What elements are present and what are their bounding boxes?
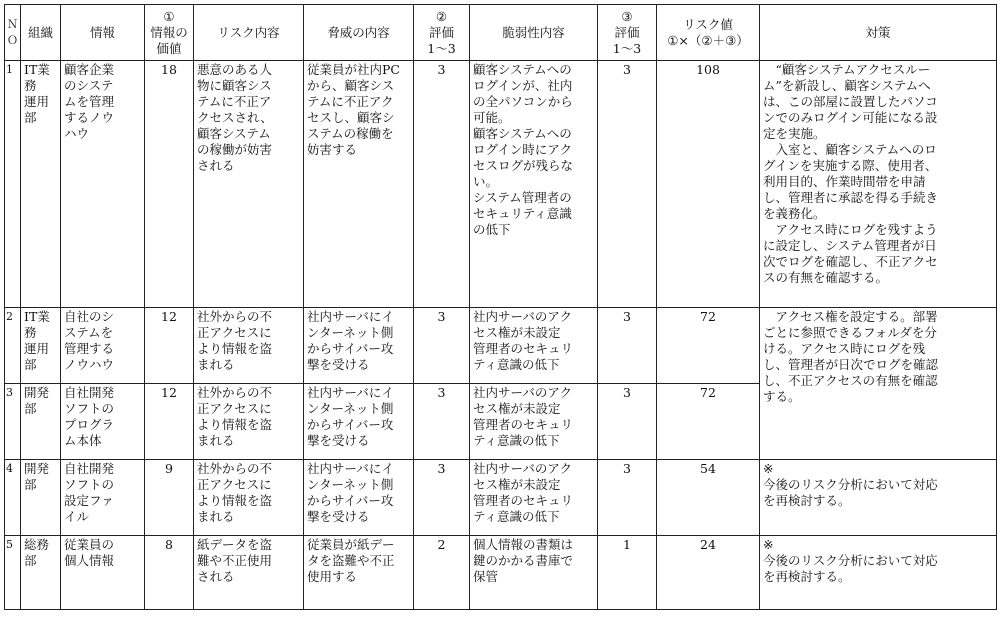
table-row: [5, 536, 997, 610]
row-info: 自社開発 ソフトの 設定ファ イル: [61, 460, 145, 536]
table-row: [5, 308, 997, 384]
row-org: 総務 部: [21, 536, 61, 610]
row-eval2: 2: [414, 536, 470, 610]
row-eval2: 3: [414, 384, 470, 460]
header-measure: 対策: [760, 5, 997, 61]
row-eval3: 3: [598, 384, 657, 460]
row-riskval: 108: [657, 61, 760, 308]
header-eval2: ② 評価 1～3: [414, 5, 470, 61]
row-threat: 従業員が社内PC から、顧客シス テムに不正アク セスし、顧客シ ステムの稼働を 妨害する: [304, 61, 414, 308]
row-vuln: 顧客システムへの ログインが、社内 の全パソコンから 可能。 顧客システムへの ログイン時にアク セスログが残らな い。 システム管理者の セキュリティ意識 の低下: [470, 61, 598, 308]
row-risk: 悪意のある人 物に顧客シス テムに不正ア クセスされ、 顧客システム の稼働が妨害 される: [194, 61, 304, 308]
row-threat: 社内サーバにイ ンターネット側 からサイバー攻 撃を受ける: [304, 384, 414, 460]
header-riskval: リスク値 ①×（②＋③）: [657, 5, 760, 61]
row-risk: 社外からの不 正アクセスに より情報を盗 まれる: [194, 460, 304, 536]
row-no: 5: [5, 536, 21, 610]
row-org: 開発 部: [21, 384, 61, 460]
row-vuln: 社内サーバのアク セス権が未設定 管理者のセキュリ ティ意識の低下: [470, 384, 598, 460]
row-risk: 社外からの不 正アクセスに より情報を盗 まれる: [194, 384, 304, 460]
row-eval3: 1: [598, 536, 657, 610]
row-threat: 社内サーバにイ ンターネット側 からサイバー攻 撃を受ける: [304, 308, 414, 384]
header-eval3: ③ 評価 1～3: [598, 5, 657, 61]
row-info: 顧客企業 のシステ ムを管理 するノウ ハウ: [61, 61, 145, 308]
row-value: 12: [145, 384, 194, 460]
row-eval2: 3: [414, 460, 470, 536]
row-eval2: 3: [414, 61, 470, 308]
row-riskval: 72: [657, 384, 760, 460]
row-riskval: 24: [657, 536, 760, 610]
row-no: 4: [5, 460, 21, 536]
header-vuln: 脆弱性内容: [470, 5, 598, 61]
header-org: 組織: [21, 5, 61, 61]
header-risk: リスク内容: [194, 5, 304, 61]
row-vuln: 個人情報の書類は 鍵のかかる書庫で 保管: [470, 536, 598, 610]
row-riskval: 72: [657, 308, 760, 384]
row-value: 12: [145, 308, 194, 384]
row-info: 自社のシ ステムを 管理する ノウハウ: [61, 308, 145, 384]
row-risk: 社外からの不 正アクセスに より情報を盗 まれる: [194, 308, 304, 384]
row-no: 1: [5, 61, 21, 308]
table-row: [5, 460, 997, 536]
row-value: 8: [145, 536, 194, 610]
header-threat: 脅威の内容: [304, 5, 414, 61]
table-header-row: [5, 5, 997, 61]
row-vuln: 社内サーバのアク セス権が未設定 管理者のセキュリ ティ意識の低下: [470, 460, 598, 536]
header-value: ① 情報の 価値: [145, 5, 194, 61]
row-no: 2: [5, 308, 21, 384]
row-org: IT業 務 運用 部: [21, 308, 61, 384]
row-eval3: 3: [598, 460, 657, 536]
risk-analysis-table: [4, 4, 997, 610]
row-measure: “顧客システムアクセスルー ム”を新設し、顧客システムへ は、この部屋に設置したパソコ ンでのみログイン可能になる設 定を実施。 入室と、顧客システムへのロ グインを実施する際、使用者、 利用目的、作業時間帯を申請 し、管理者に承認を得る手続き を義務化。 アクセス時にログを残すよう に設定し、システム管理者が日 次でログを確認し、不正アクセ スの有無を確認する。: [760, 61, 997, 308]
row-threat: 従業員が紙デー タを盗難や不正 使用する: [304, 536, 414, 610]
row-org: 開発 部: [21, 460, 61, 536]
row-eval2: 3: [414, 308, 470, 384]
row-info: 従業員の 個人情報: [61, 536, 145, 610]
header-info: 情報: [61, 5, 145, 61]
row-no: 3: [5, 384, 21, 460]
row-measure: アクセス権を設定する。部署 ごとに参照できるフォルダを分 ける。アクセス時にログを残 し、管理者が日次でログを確認 し、不正アクセスの有無を確認 する。: [760, 308, 997, 460]
row-vuln: 社内サーバのアク セス権が未設定 管理者のセキュリ ティ意識の低下: [470, 308, 598, 384]
row-value: 18: [145, 61, 194, 308]
row-riskval: 54: [657, 460, 760, 536]
row-measure: ※ 今後のリスク分析において対応 を再検討する。: [760, 460, 997, 536]
row-value: 9: [145, 460, 194, 536]
row-threat: 社内サーバにイ ンターネット側 からサイバー攻 撃を受ける: [304, 460, 414, 536]
table-row: [5, 61, 997, 308]
row-measure: ※ 今後のリスク分析において対応 を再検討する。: [760, 536, 997, 610]
row-info: 自社開発 ソフトの プログラ ム本体: [61, 384, 145, 460]
row-eval3: 3: [598, 61, 657, 308]
header-no: Ｎ Ｏ: [5, 5, 21, 61]
row-eval3: 3: [598, 308, 657, 384]
row-risk: 紙データを盗 難や不正使用 される: [194, 536, 304, 610]
row-org: IT業 務 運用 部: [21, 61, 61, 308]
